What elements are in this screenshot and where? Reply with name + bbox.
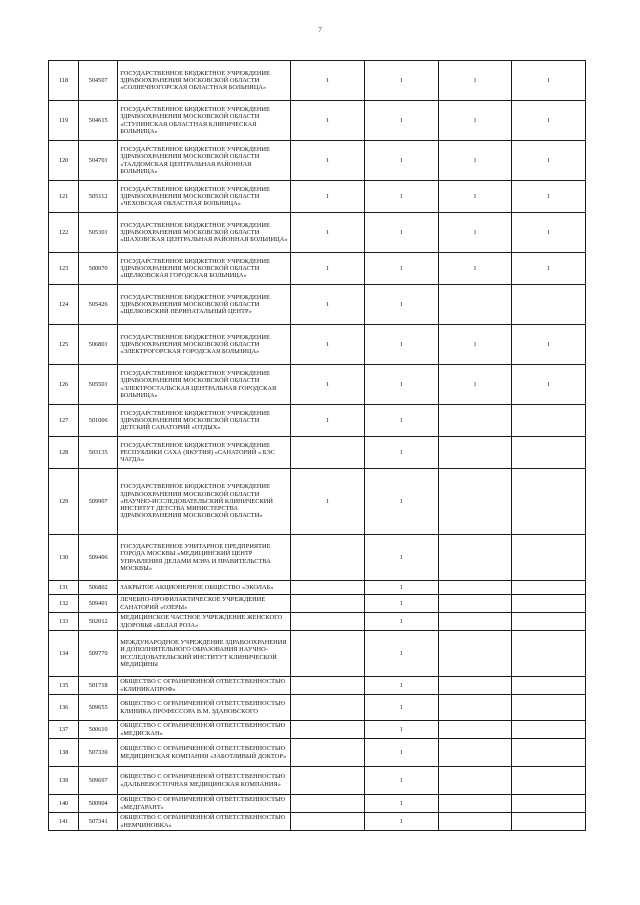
value-cell (512, 613, 586, 631)
organization-name: МЕДИЦИНСКОЕ ЧАСТНОЕ УЧРЕЖДЕНИЕ ЖЕНСКОГО ЗДОРОВЬЯ «БЕЛАЯ РОЗА» (118, 613, 291, 631)
value-cell: 1 (364, 469, 438, 535)
organization-name: ЛЕЧЕБНО-ПРОФИЛАКТИЧЕСКОЕ УЧРЕЖДЕНИЕ САНАТОРИЙ «ОЗЕРЫ» (118, 595, 291, 613)
value-cell: 1 (291, 325, 365, 365)
table-row (49, 695, 586, 721)
organization-name: ГОСУДАРСТВЕННОЕ БЮДЖЕТНОЕ УЧРЕЖДЕНИЕ ЗДРАВООХРАНЕНИЯ МОСКОВСКОЙ ОБЛАСТИ ДЕТСКИЙ САНАТОРИЙ «ОТДЫХ» (118, 405, 291, 437)
table-row (49, 253, 586, 285)
value-cell (512, 677, 586, 695)
organization-code: 506802 (79, 581, 118, 595)
value-cell (512, 631, 586, 677)
value-cell (291, 767, 365, 795)
organization-name: ОБЩЕСТВО С ОГРАНИЧЕННОЙ ОТВЕТСТВЕННОСТЬЮ МЕДИЦИНСКАЯ КОМПАНИЯ «ЗАБОТЛИВЫЙ ДОКТОР» (118, 739, 291, 767)
value-cell (512, 813, 586, 831)
organization-code: 502012 (79, 613, 118, 631)
table-row (49, 767, 586, 795)
organization-code: 505426 (79, 285, 118, 325)
value-cell: 1 (512, 141, 586, 181)
value-cell (438, 795, 512, 813)
row-number: 126 (49, 365, 79, 405)
value-cell: 1 (364, 695, 438, 721)
organization-name: ОБЩЕСТВО С ОГРАНИЧЕННОЙ ОТВЕТСТВЕННОСТЬЮ КЛИНИКА ПРОФЕССОРА В.М. ЗДАНОВСКОГО (118, 695, 291, 721)
organization-name: ГОСУДАРСТВЕННОЕ БЮДЖЕТНОЕ УЧРЕЖДЕНИЕ ЗДРАВООХРАНЕНИЯ МОСКОВСКОЙ ОБЛАСТИ «СТУПИНСКАЯ ОБЛАСТНАЯ КЛИНИЧЕСКАЯ БОЛЬНИЦА» (118, 101, 291, 141)
row-number: 129 (49, 469, 79, 535)
row-number: 136 (49, 695, 79, 721)
organization-code: 509907 (79, 469, 118, 535)
organization-code: 509655 (79, 695, 118, 721)
value-cell (291, 721, 365, 739)
value-cell: 1 (438, 141, 512, 181)
table-row (49, 141, 586, 181)
value-cell (291, 813, 365, 831)
value-cell: 1 (291, 469, 365, 535)
organization-code: 509401 (79, 595, 118, 613)
organization-code: 506801 (79, 325, 118, 365)
value-cell: 1 (364, 285, 438, 325)
organization-code: 507341 (79, 813, 118, 831)
table-row (49, 181, 586, 213)
table-row (49, 61, 586, 101)
value-cell (512, 739, 586, 767)
organization-name: ОБЩЕСТВО С ОГРАНИЧЕННОЙ ОТВЕТСТВЕННОСТЬЮ «КЛИНИКАПРОФ» (118, 677, 291, 695)
value-cell (512, 695, 586, 721)
row-number: 141 (49, 813, 79, 831)
value-cell (291, 677, 365, 695)
value-cell (291, 695, 365, 721)
organization-code: 505112 (79, 181, 118, 213)
organization-name: ОБЩЕСТВО С ОГРАНИЧЕННОЙ ОТВЕТСТВЕННОСТЬЮ «НЕМЧИНОВКА» (118, 813, 291, 831)
table-row (49, 437, 586, 469)
value-cell: 1 (512, 61, 586, 101)
value-cell (512, 721, 586, 739)
value-cell: 1 (438, 365, 512, 405)
organization-code: 507330 (79, 739, 118, 767)
row-number: 122 (49, 213, 79, 253)
organization-code: 504615 (79, 101, 118, 141)
value-cell: 1 (364, 631, 438, 677)
table-row (49, 405, 586, 437)
organization-name: ГОСУДАРСТВЕННОЕ БЮДЖЕТНОЕ УЧРЕЖДЕНИЕ ЗДРАВООХРАНЕНИЯ МОСКОВСКОЙ ОБЛАСТИ «ЭЛЕКТРОГОРСКАЯ ГОРОДСКАЯ БОЛЬНИЦА» (118, 325, 291, 365)
value-cell: 1 (291, 213, 365, 253)
row-number: 133 (49, 613, 79, 631)
organization-name: ГОСУДАРСТВЕННОЕ БЮДЖЕТНОЕ УЧРЕЖДЕНИЕ ЗДРАВООХРАНЕНИЯ МОСКОВСКОЙ ОБЛАСТИ «ЧЕХОВСКАЯ ОБЛАСТНАЯ БОЛЬНИЦА» (118, 181, 291, 213)
value-cell: 1 (364, 405, 438, 437)
row-number: 130 (49, 535, 79, 581)
value-cell: 1 (364, 437, 438, 469)
value-cell (291, 631, 365, 677)
table-row (49, 581, 586, 595)
registry-table-body (49, 61, 586, 831)
value-cell (512, 767, 586, 795)
value-cell: 1 (291, 141, 365, 181)
value-cell: 1 (438, 325, 512, 365)
value-cell (291, 739, 365, 767)
value-cell: 1 (512, 365, 586, 405)
value-cell (438, 405, 512, 437)
row-number: 135 (49, 677, 79, 695)
organization-code: 500610 (79, 721, 118, 739)
value-cell (512, 795, 586, 813)
value-cell: 1 (291, 405, 365, 437)
value-cell: 1 (364, 581, 438, 595)
value-cell: 1 (438, 181, 512, 213)
value-cell: 1 (512, 213, 586, 253)
value-cell (438, 721, 512, 739)
value-cell: 1 (512, 101, 586, 141)
value-cell: 1 (364, 101, 438, 141)
registry-table (48, 60, 586, 831)
value-cell (438, 767, 512, 795)
organization-code: 505501 (79, 365, 118, 405)
value-cell: 1 (364, 61, 438, 101)
value-cell (291, 535, 365, 581)
table-row (49, 631, 586, 677)
organization-name: ОБЩЕСТВО С ОГРАНИЧЕННОЙ ОТВЕТСТВЕННОСТЬЮ «ДАЛЬНЕВОСТОЧНАЯ МЕДИЦИНСКАЯ КОМПАНИЯ» (118, 767, 291, 795)
value-cell (512, 595, 586, 613)
value-cell: 1 (364, 739, 438, 767)
organization-name: ГОСУДАРСТВЕННОЕ БЮДЖЕТНОЕ УЧРЕЖДЕНИЕ ЗДРАВООХРАНЕНИЯ МОСКОВСКОЙ ОБЛАСТИ «ЩЕЛКОВСКАЯ ГОРОДСКАЯ БОЛЬНИЦА» (118, 253, 291, 285)
table-row (49, 213, 586, 253)
organization-name: ГОСУДАРСТВЕННОЕ БЮДЖЕТНОЕ УЧРЕЖДЕНИЕ ЗДРАВООХРАНЕНИЯ МОСКОВСКОЙ ОБЛАСТИ «ЭЛЕКТРОСТАЛЬСКАЯ ЦЕНТРАЛЬНАЯ ГОРОДСКАЯ БОЛЬНИЦА» (118, 365, 291, 405)
value-cell: 1 (364, 795, 438, 813)
row-number: 134 (49, 631, 79, 677)
value-cell: 1 (512, 253, 586, 285)
value-cell: 1 (364, 213, 438, 253)
organization-code: 500070 (79, 253, 118, 285)
value-cell (438, 631, 512, 677)
organization-code: 505301 (79, 213, 118, 253)
table-row (49, 535, 586, 581)
organization-name: ЗАКРЫТОЕ АКЦИОНЕРНОЕ ОБЩЕСТВО «ЭКОЛАБ» (118, 581, 291, 595)
value-cell: 1 (438, 213, 512, 253)
value-cell: 1 (512, 181, 586, 213)
organization-name: ГОСУДАРСТВЕННОЕ БЮДЖЕТНОЕ УЧРЕЖДЕНИЕ ЗДРАВООХРАНЕНИЯ МОСКОВСКОЙ ОБЛАСТИ «СОЛНЕЧНОГОРСКАЯ ОБЛАСТНАЯ БОЛЬНИЦА» (118, 61, 291, 101)
organization-name: МЕЖДУНАРОДНОЕ УЧРЕЖДЕНИЕ ЗДРАВООХРАНЕНИЯ И ДОПОЛНИТЕЛЬНОГО ОБРАЗОВАНИЯ НАУЧНО-ИССЛЕДОВАТЕЛЬСКИЙ ИНСТИТУТ КЛИНИЧЕСКОЙ МЕДИЦИНЫ (118, 631, 291, 677)
value-cell (438, 581, 512, 595)
table-row (49, 739, 586, 767)
organization-code: 509406 (79, 535, 118, 581)
row-number: 140 (49, 795, 79, 813)
row-number: 132 (49, 595, 79, 613)
value-cell: 1 (438, 101, 512, 141)
value-cell: 1 (364, 141, 438, 181)
value-cell: 1 (291, 101, 365, 141)
value-cell (512, 437, 586, 469)
table-row (49, 795, 586, 813)
value-cell (512, 535, 586, 581)
organization-code: 509697 (79, 767, 118, 795)
row-number: 123 (49, 253, 79, 285)
organization-name: ГОСУДАРСТВЕННОЕ БЮДЖЕТНОЕ УЧРЕЖДЕНИЕ РЕСПУБЛИКИ САХА (ЯКУТИЯ) «САНАТОРИЙ « БЭС ЧАГДА» (118, 437, 291, 469)
row-number: 131 (49, 581, 79, 595)
organization-name: ГОСУДАРСТВЕННОЕ БЮДЖЕТНОЕ УЧРЕЖДЕНИЕ ЗДРАВООХРАНЕНИЯ МОСКОВСКОЙ ОБЛАСТИ «ШАХОВСКАЯ ЦЕНТРАЛЬНАЯ РАЙОННАЯ БОЛЬНИЦА» (118, 213, 291, 253)
value-cell: 1 (364, 813, 438, 831)
value-cell: 1 (438, 253, 512, 285)
value-cell (438, 677, 512, 695)
value-cell: 1 (364, 677, 438, 695)
organization-name: ОБЩЕСТВО С ОГРАНИЧЕННОЙ ОТВЕТСТВЕННОСТЬЮ «МЕДГАРАНТ» (118, 795, 291, 813)
value-cell (291, 595, 365, 613)
value-cell: 1 (364, 595, 438, 613)
value-cell: 1 (364, 767, 438, 795)
value-cell: 1 (291, 285, 365, 325)
value-cell: 1 (364, 253, 438, 285)
organization-code: 501006 (79, 405, 118, 437)
value-cell (291, 613, 365, 631)
organization-code: 503135 (79, 437, 118, 469)
value-cell (512, 405, 586, 437)
table-row (49, 365, 586, 405)
value-cell: 1 (291, 61, 365, 101)
row-number: 118 (49, 61, 79, 101)
value-cell (512, 581, 586, 595)
organization-code: 501718 (79, 677, 118, 695)
value-cell (438, 813, 512, 831)
value-cell (291, 581, 365, 595)
value-cell: 1 (291, 253, 365, 285)
row-number: 138 (49, 739, 79, 767)
value-cell (438, 535, 512, 581)
value-cell: 1 (364, 535, 438, 581)
value-cell (512, 469, 586, 535)
table-row (49, 469, 586, 535)
organization-name: ГОСУДАРСТВЕННОЕ БЮДЖЕТНОЕ УЧРЕЖДЕНИЕ ЗДРАВООХРАНЕНИЯ МОСКОВСКОЙ ОБЛАСТИ «ЩЕЛКОВСКИЙ ПЕРИНАТАЛЬНЫЙ ЦЕНТР» (118, 285, 291, 325)
value-cell (438, 469, 512, 535)
organization-code: 500904 (79, 795, 118, 813)
table-row (49, 325, 586, 365)
table-row (49, 101, 586, 141)
organization-name: ГОСУДАРСТВЕННОЕ БЮДЖЕТНОЕ УЧРЕЖДЕНИЕ ЗДРАВООХРАНЕНИЯ МОСКОВСКОЙ ОБЛАСТИ «НАУЧНО-ИССЛЕДОВАТЕЛЬСКИЙ КЛИНИЧЕСКИЙ ИНСТИТУТ ДЕТСТВА МИНИСТЕРСТВА ЗДРАВООХРАНЕНИЯ МОСКОВСКОЙ ОБЛАСТИ» (118, 469, 291, 535)
organization-name: ОБЩЕСТВО С ОГРАНИЧЕННОЙ ОТВЕТСТВЕННОСТЬЮ «МЕДИСКАН» (118, 721, 291, 739)
organization-name: ГОСУДАРСТВЕННОЕ УНИТАРНОЕ ПРЕДПРИЯТИЕ ГОРОДА МОСКВЫ «МЕДИЦИНСКИЙ ЦЕНТР УПРАВЛЕНИЯ ДЕЛАМИ МЭРА И ПРАВИТЕЛЬСТВА МОСКВЫ» (118, 535, 291, 581)
row-number: 137 (49, 721, 79, 739)
table-row (49, 813, 586, 831)
organization-name: ГОСУДАРСТВЕННОЕ БЮДЖЕТНОЕ УЧРЕЖДЕНИЕ ЗДРАВООХРАНЕНИЯ МОСКОВСКОЙ ОБЛАСТИ «ТАЛДОМСКАЯ ЦЕНТРАЛЬНАЯ РАЙОННАЯ БОЛЬНИЦА» (118, 141, 291, 181)
organization-code: 509770 (79, 631, 118, 677)
value-cell (438, 739, 512, 767)
value-cell: 1 (364, 365, 438, 405)
table-row (49, 595, 586, 613)
row-number: 139 (49, 767, 79, 795)
organization-code: 504701 (79, 141, 118, 181)
value-cell: 1 (364, 613, 438, 631)
value-cell (438, 437, 512, 469)
page-number: 7 (318, 26, 322, 34)
row-number: 127 (49, 405, 79, 437)
organization-code: 504507 (79, 61, 118, 101)
row-number: 119 (49, 101, 79, 141)
value-cell: 1 (364, 325, 438, 365)
value-cell (512, 285, 586, 325)
row-number: 128 (49, 437, 79, 469)
table-row (49, 613, 586, 631)
value-cell: 1 (438, 61, 512, 101)
value-cell (438, 695, 512, 721)
table-row (49, 721, 586, 739)
value-cell: 1 (291, 181, 365, 213)
row-number: 121 (49, 181, 79, 213)
row-number: 125 (49, 325, 79, 365)
value-cell: 1 (291, 365, 365, 405)
row-number: 124 (49, 285, 79, 325)
table-row (49, 285, 586, 325)
value-cell (438, 595, 512, 613)
value-cell (291, 795, 365, 813)
value-cell (438, 613, 512, 631)
table-row (49, 677, 586, 695)
value-cell: 1 (364, 181, 438, 213)
value-cell (438, 285, 512, 325)
value-cell: 1 (364, 721, 438, 739)
row-number: 120 (49, 141, 79, 181)
value-cell (291, 437, 365, 469)
value-cell: 1 (512, 325, 586, 365)
